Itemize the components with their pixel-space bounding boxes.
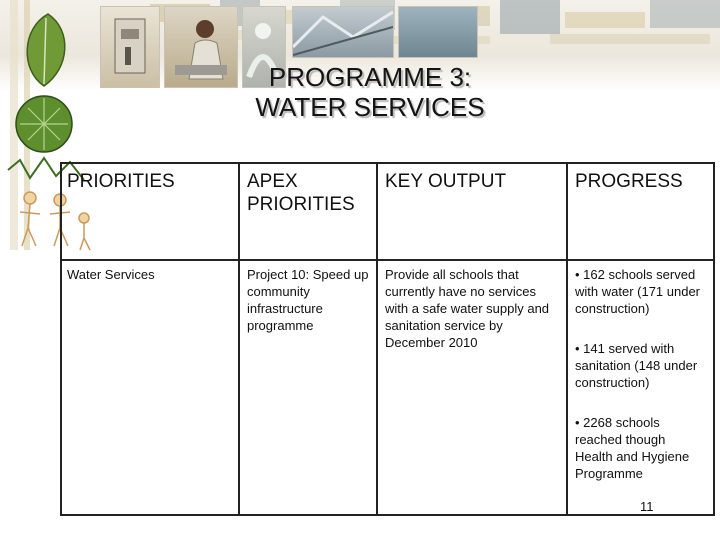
column-divider [238,164,240,514]
header-apex-priorities: APEX PRIORITIES [247,171,355,215]
leaf-icon [27,14,65,86]
photo-landscape [398,6,478,58]
photo-infrastructure [292,6,394,58]
cell-progress [575,266,703,505]
title-line-2: WATER SERVICES [255,92,485,122]
progress-item: • 162 schools served with water (171 under construction) [575,267,701,316]
page-number: 11 [640,499,654,514]
cell-apex-priority: Project 10: Speed up community infrastructure programme [247,267,369,333]
page-title [190,62,550,122]
header-key-output: KEY OUTPUT [385,171,507,192]
column-divider [376,164,378,514]
cell-key-output: Provide all schools that currently have no services with a safe water supply and sanitation service by December 2010 [385,267,550,350]
round-leaf-icon [16,96,72,152]
column-divider [566,164,568,514]
photo-water-tap [100,6,160,88]
header-divider [62,259,713,261]
header-progress: PROGRESS [575,171,683,192]
progress-item: • 141 served with sanitation (148 under construction) [575,341,698,390]
programme-table [60,162,715,516]
header-priorities: PRIORITIES [67,171,175,192]
progress-item: • 2268 schools reached though Health and Hygiene Programme [575,415,690,481]
title-line-1: PROGRAMME 3: [268,62,472,92]
cell-priority: Water Services [67,267,155,282]
